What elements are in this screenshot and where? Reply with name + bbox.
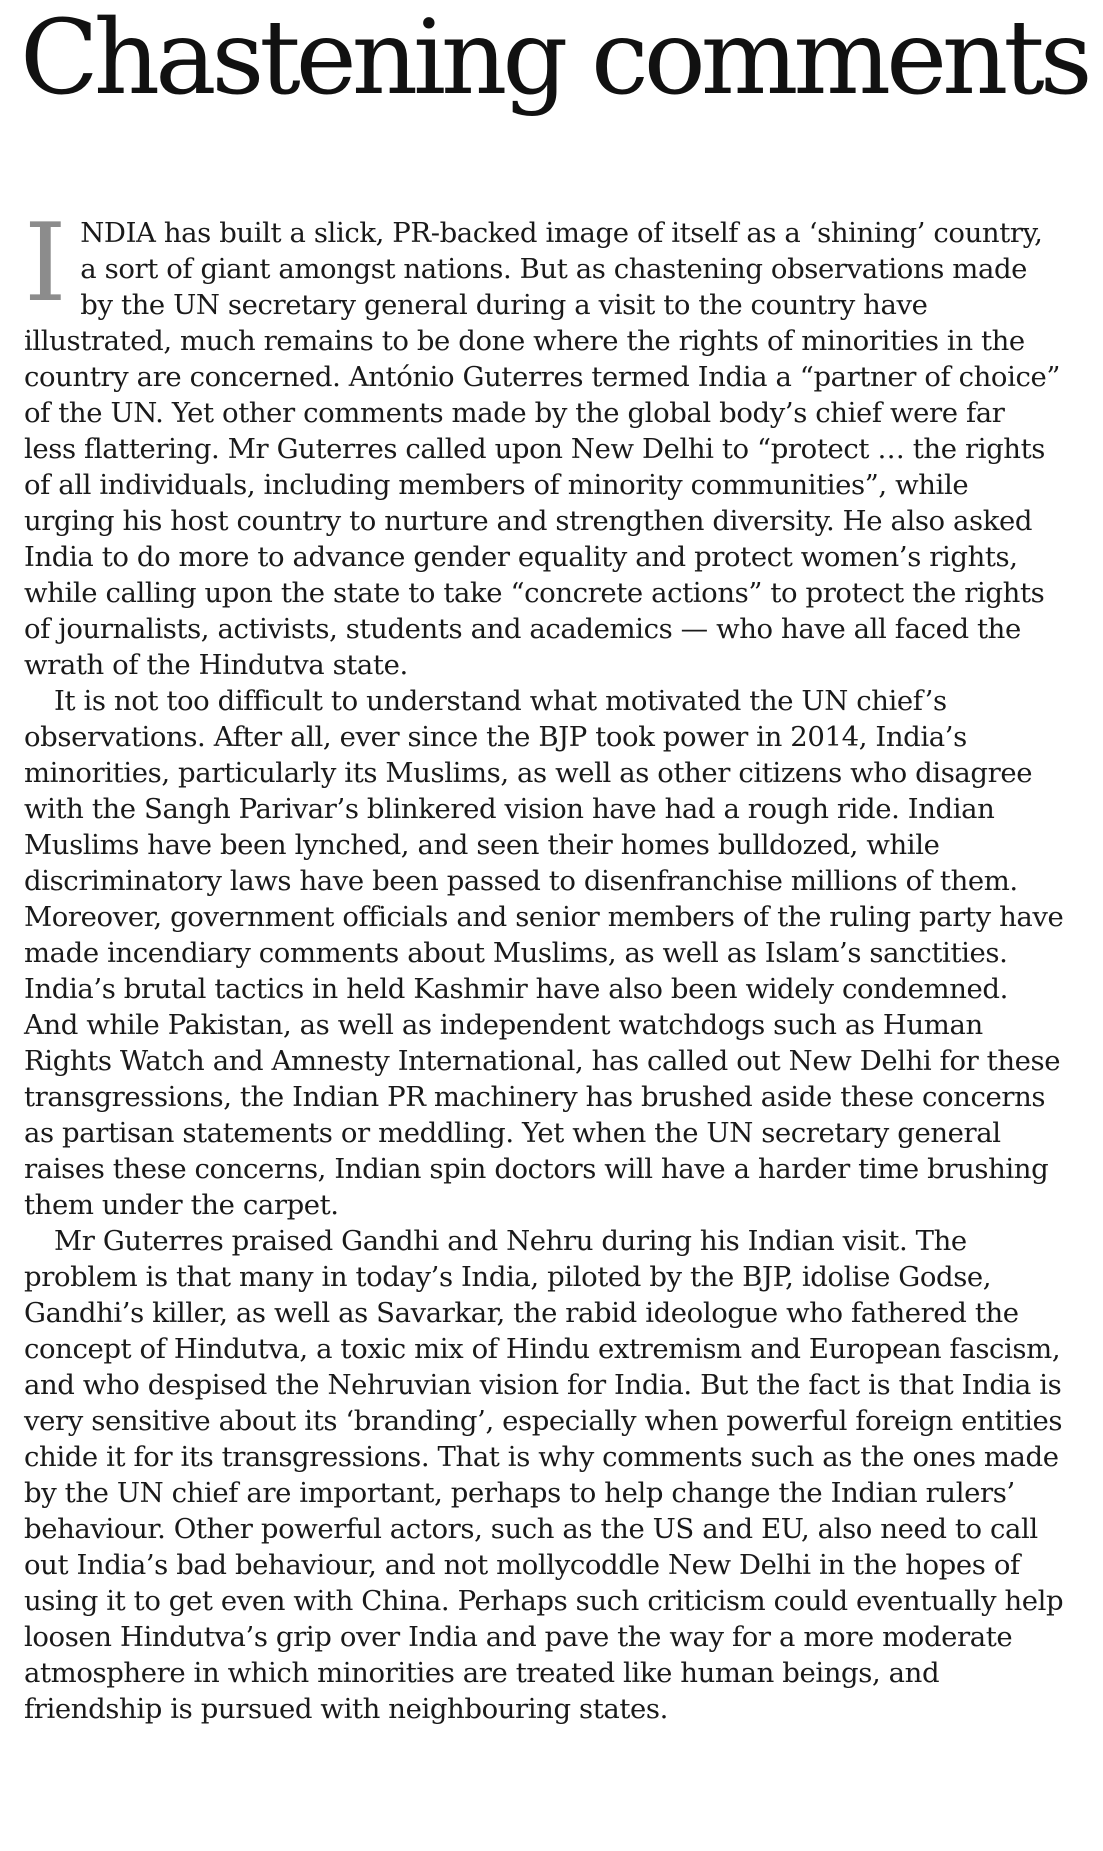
drop-cap: I <box>24 201 67 326</box>
headline: Chastening comments <box>20 0 1088 118</box>
paragraph-3: Mr Guterres praised Gandhi and Nehru during his Indian visit. The problem is that many in today’s India, piloted by the BJP, idolise Godse, Gandhi’s killer, as well as Savarkar, the rabid ideologue who fathered the concept of Hindutva, a toxic mix of Hindu extremism and European fascism, and who despised the Nehruvian vision for India. But the fact is that India is very sensitive about its ‘branding’, especially when powerful foreign entities chide it for its transgressions. That is why comments such as the ones made by the UN chief are important, perhaps to help change the Indian rulers’ behaviour. Other powerful actors, such as the US and EU, also need to call out India’s bad behaviour, and not mollycoddle New Delhi in the hopes of using it to get even with China. Perhaps such criticism could eventually help loosen Hindutva’s grip over India and pave the way for a more moderate atmosphere in which minorities are treated like human beings, and friendship is pursued with neighbouring states. <box>24 1225 1064 1725</box>
paragraph-1-text: NDIA has built a slick, PR-backed image of itself as a ‘shining’ country, a sort of giant amongst nations. But as chastening observations made by the UN secretary general during a visit to the country have illustrated, much remains to be done where the rights of minorities in the country are concerned. António Guterres termed India a “partner of choice” of the UN. Yet other comments made by the global body’s chief were far less flattering. Mr Guterres called upon New Delhi to “protect … the rights of all individuals, including members of minority communities”, while urging his host country to nurture and strengthen diversity. He also asked India to do more to advance gender equality and protect women’s rights, while calling upon the state to take “concrete actions” to protect the rights of journalists, activists, students and academics — who have all faced the wrath of the Hindutva state. <box>24 217 1060 681</box>
article-body <box>24 201 1064 1727</box>
paragraph-1 <box>24 201 1064 683</box>
paragraph-2: It is not too difficult to understand what motivated the UN chief’s observations. After all, ever since the BJP took power in 2014, India’s minorities, particularly its Muslims, as well as other citizens who disagree with the Sangh Parivar’s blinkered vision have had a rough ride. Indian Muslims have been lynched, and seen their homes bulldozed, while discriminatory laws have been passed to disenfranchise millions of them. Moreover, government officials and senior members of the ruling party have made incendiary comments about Muslims, as well as Islam’s sanctities. India’s brutal tactics in held Kashmir have also been widely condemned. And while Pakistan, as well as independent watchdogs such as Human Rights Watch and Amnesty International, has called out New Delhi for these transgressions, the Indian PR machinery has brushed aside these concerns as partisan statements or meddling. Yet when the UN secretary general raises these concerns, Indian spin doctors will have a harder time brushing them under the carpet. <box>24 685 1064 1221</box>
